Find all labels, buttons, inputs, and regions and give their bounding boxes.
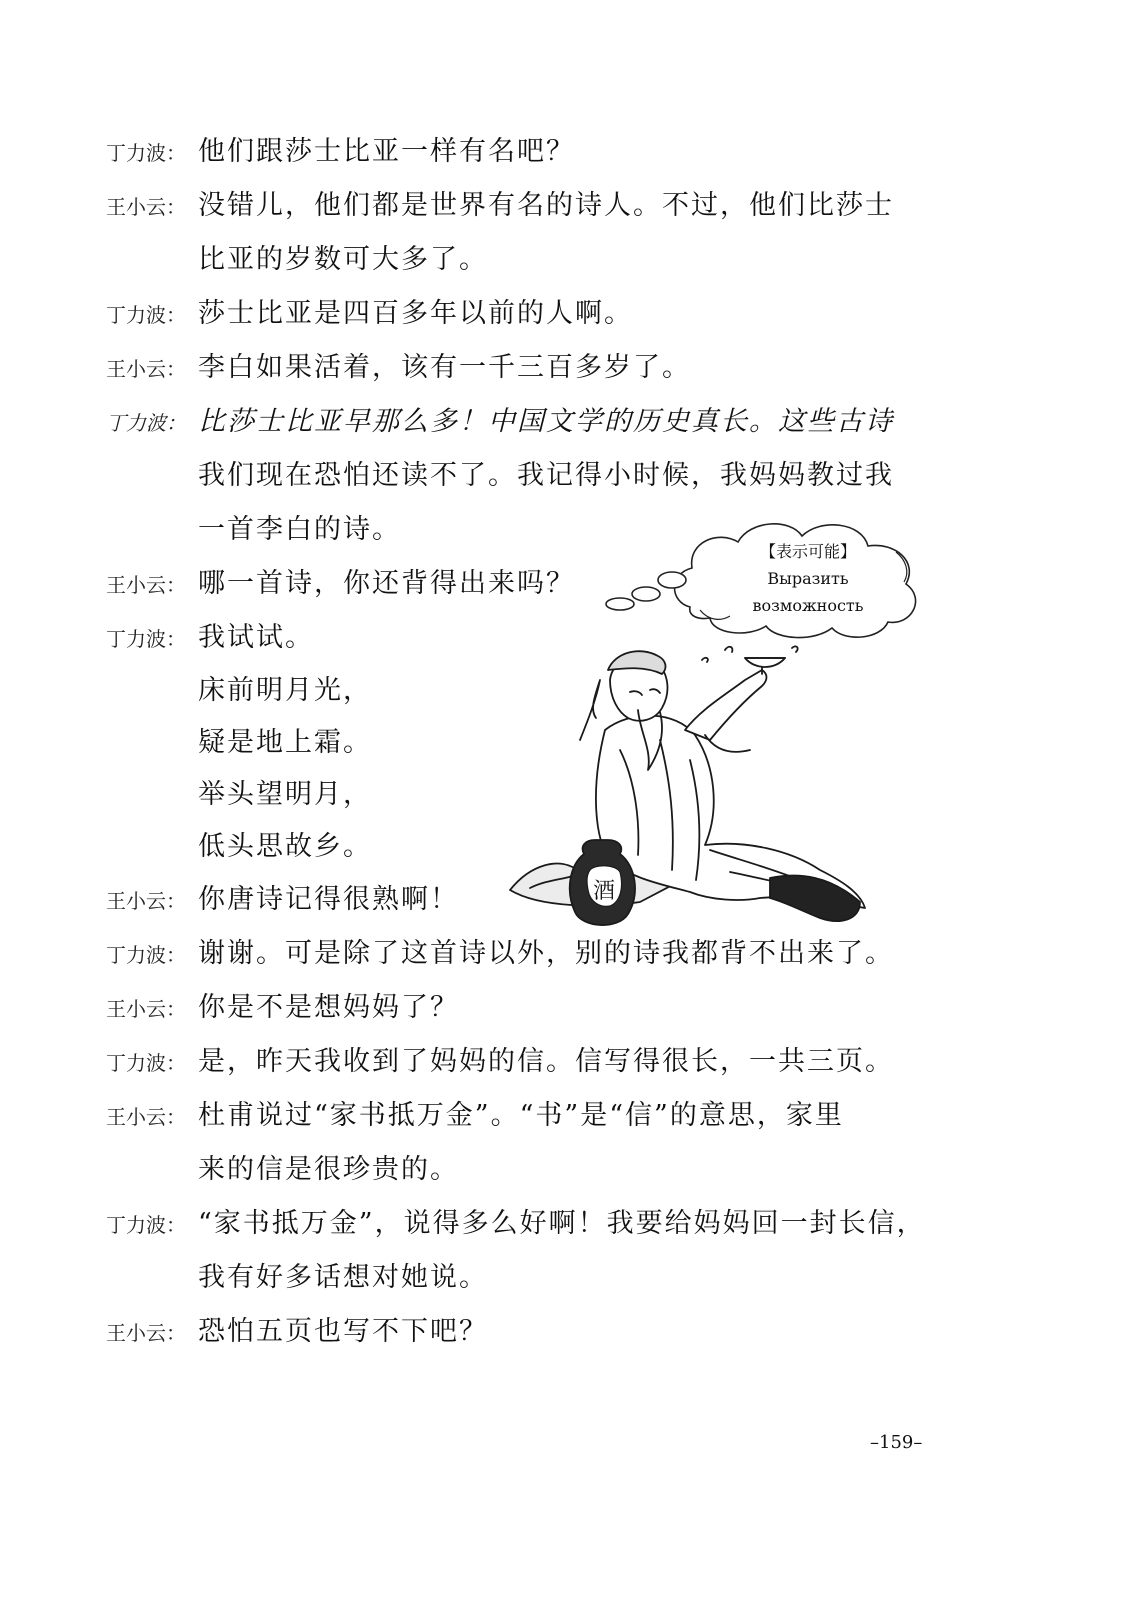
poem-line: 床前明月光，	[198, 675, 372, 706]
dialogue-text: 恐怕五页也写不下吧？	[198, 1316, 488, 1347]
dialogue-text: 杜甫说过“家书抵万金”。“书”是“信”的意思，家里 来的信是很珍贵的。	[198, 1100, 844, 1185]
speaker-label: 王小云：	[106, 195, 186, 219]
speaker-label: 丁力波：	[106, 943, 186, 967]
speaker-label: 王小云：	[106, 573, 186, 597]
speaker-label: 丁力波：	[106, 1051, 186, 1075]
speaker-label: 王小云：	[106, 889, 186, 913]
speaker-label: 丁力波：	[106, 303, 186, 327]
speaker-label: 王小云：	[106, 357, 186, 381]
speaker-label: 丁力波：	[106, 141, 186, 165]
poet-drawing	[500, 640, 880, 935]
dialogue-text: 谢谢。可是除了这首诗以外，别的诗我都背不出来了。	[198, 938, 894, 969]
dialogue-text: 没错儿，他们都是世界有名的诗人。不过，他们比莎士 比亚的岁数可大多了。	[198, 190, 894, 275]
thought-bubble	[600, 512, 930, 642]
speaker-label: 王小云：	[106, 997, 186, 1021]
speaker-label: 丁力波：	[106, 1213, 186, 1237]
dialogue-text: “家书抵万金”，说得多么好啊！我要给妈妈回一封长信， 我有好多话想对她说。	[198, 1208, 926, 1293]
poem-line: 低头思故乡。	[198, 831, 372, 862]
dialogue-line	[106, 125, 936, 179]
thought-title: 【表示可能】	[759, 542, 856, 561]
poet-illustration	[500, 640, 880, 935]
thought-line: Выразить	[767, 569, 849, 588]
dialogue-line	[106, 1089, 936, 1197]
jar-label: 酒	[592, 879, 616, 904]
speaker-label: 王小云：	[106, 1105, 186, 1129]
speaker-label: 王小云：	[106, 1321, 186, 1345]
dialogue-line	[106, 927, 936, 981]
dialogue-text: 莎士比亚是四百多年以前的人啊。	[198, 298, 633, 329]
dialogue-text: 你唐诗记得很熟啊！	[198, 884, 459, 915]
dialogue-text: 我试试。	[198, 622, 314, 653]
dialogue-text: 他们跟莎士比亚一样有名吧？	[198, 136, 575, 167]
speaker-label: 丁力波：	[106, 627, 186, 651]
poem-text	[198, 665, 372, 873]
dialogue-text: 李白如果活着，该有一千三百多岁了。	[198, 352, 691, 383]
thought-text	[718, 538, 898, 619]
dialogue-line	[106, 179, 936, 287]
dialogue-text: 比莎士比亚早那么多！中国文学的历史真长。这些古诗 我们现在恐怕还读不了。我记得小时候，我妈妈教过我 一首李白的诗。	[198, 406, 894, 545]
dialogue-text: 是，昨天我收到了妈妈的信。信写得很长，一共三页。	[198, 1046, 894, 1077]
poem-line: 举头望明月，	[198, 779, 372, 810]
dialogue-line	[106, 1197, 936, 1305]
thought-line: возможность	[752, 596, 864, 615]
page-number: –159–	[870, 1432, 923, 1453]
dialogue-line	[106, 981, 936, 1035]
dialogue-line	[106, 1305, 936, 1359]
dialogue-line	[106, 341, 936, 395]
dialogue-line	[106, 1035, 936, 1089]
speaker-label: 丁力波：	[106, 411, 186, 435]
poem-line: 疑是地上霜。	[198, 727, 372, 758]
dialogue-text: 你是不是想妈妈了？	[198, 992, 459, 1023]
dialogue-text: 哪一首诗，你还背得出来吗？	[198, 568, 575, 599]
dialogue-line	[106, 287, 936, 341]
